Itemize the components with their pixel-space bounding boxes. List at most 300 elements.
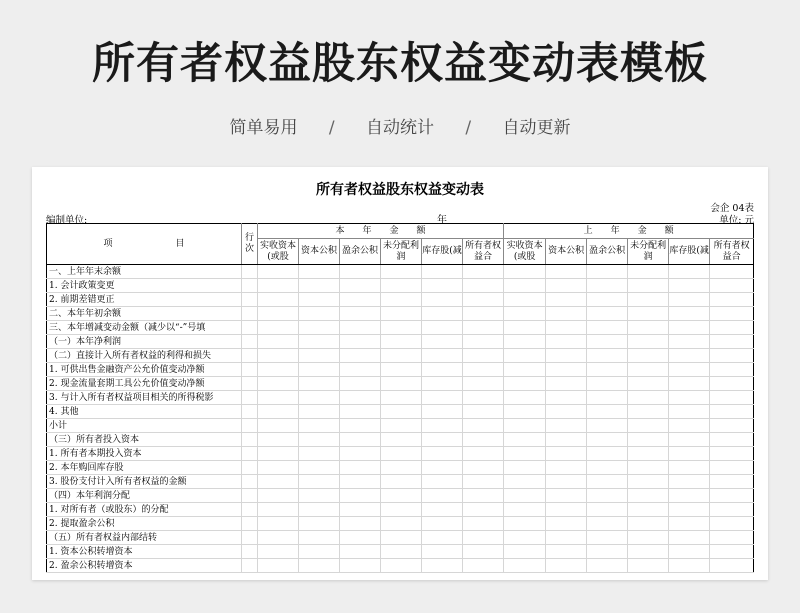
row-number-cell[interactable] [242, 377, 258, 391]
amount-cell[interactable] [463, 321, 504, 335]
amount-cell[interactable] [710, 293, 754, 307]
amount-cell[interactable] [463, 349, 504, 363]
amount-cell[interactable] [628, 335, 669, 349]
amount-cell[interactable] [299, 377, 340, 391]
amount-cell[interactable] [299, 349, 340, 363]
amount-cell[interactable] [340, 419, 381, 433]
amount-cell[interactable] [422, 419, 463, 433]
amount-cell[interactable] [504, 293, 546, 307]
amount-cell[interactable] [587, 377, 628, 391]
table-row [47, 503, 754, 517]
amount-cell[interactable] [628, 559, 669, 573]
amount-cell[interactable] [463, 503, 504, 517]
amount-cell[interactable] [422, 447, 463, 461]
amount-cell[interactable] [422, 265, 463, 279]
amount-cell[interactable] [340, 559, 381, 573]
amount-cell[interactable] [504, 489, 546, 503]
amount-cell[interactable] [546, 307, 587, 321]
amount-cell[interactable] [546, 419, 587, 433]
amount-cell[interactable] [710, 265, 754, 279]
amount-cell[interactable] [710, 349, 754, 363]
amount-cell[interactable] [299, 321, 340, 335]
amount-cell[interactable] [504, 321, 546, 335]
amount-cell[interactable] [504, 377, 546, 391]
amount-cell[interactable] [340, 461, 381, 475]
amount-cell[interactable] [463, 559, 504, 573]
amount-cell[interactable] [463, 475, 504, 489]
amount-cell[interactable] [381, 545, 422, 559]
amount-cell[interactable] [381, 461, 422, 475]
amount-cell[interactable] [628, 433, 669, 447]
amount-cell[interactable] [422, 489, 463, 503]
amount-cell[interactable] [546, 377, 587, 391]
amount-cell[interactable] [381, 335, 422, 349]
row-number-cell[interactable] [242, 419, 258, 433]
amount-cell[interactable] [669, 335, 710, 349]
amount-cell[interactable] [504, 475, 546, 489]
current-column-header: 盈余公积 [340, 239, 381, 265]
amount-cell[interactable] [669, 265, 710, 279]
amount-cell[interactable] [587, 517, 628, 531]
amount-cell[interactable] [299, 279, 340, 293]
row-number-cell[interactable] [242, 279, 258, 293]
amount-cell[interactable] [381, 377, 422, 391]
amount-cell[interactable] [546, 405, 587, 419]
row-number-cell[interactable] [242, 363, 258, 377]
amount-cell[interactable] [628, 279, 669, 293]
row-number-cell[interactable] [242, 489, 258, 503]
amount-cell[interactable] [463, 279, 504, 293]
amount-cell[interactable] [669, 363, 710, 377]
row-item-label: 1. 所有者本期投入资本 [47, 447, 242, 461]
amount-cell[interactable] [299, 419, 340, 433]
amount-cell[interactable] [258, 335, 299, 349]
amount-cell[interactable] [504, 307, 546, 321]
amount-cell[interactable] [504, 391, 546, 405]
amount-cell[interactable] [258, 475, 299, 489]
amount-cell[interactable] [710, 559, 754, 573]
amount-cell[interactable] [710, 447, 754, 461]
amount-cell[interactable] [340, 447, 381, 461]
amount-cell[interactable] [258, 265, 299, 279]
amount-cell[interactable] [299, 307, 340, 321]
amount-cell[interactable] [628, 447, 669, 461]
row-item-label: 2. 提取盈余公积 [47, 517, 242, 531]
amount-cell[interactable] [258, 419, 299, 433]
amount-cell[interactable] [258, 545, 299, 559]
amount-cell[interactable] [710, 461, 754, 475]
amount-cell[interactable] [422, 461, 463, 475]
amount-cell[interactable] [504, 531, 546, 545]
amount-cell[interactable] [546, 559, 587, 573]
amount-cell[interactable] [299, 363, 340, 377]
table-row [47, 307, 754, 321]
amount-cell[interactable] [710, 503, 754, 517]
amount-cell[interactable] [546, 363, 587, 377]
amount-cell[interactable] [422, 307, 463, 321]
amount-cell[interactable] [340, 517, 381, 531]
amount-cell[interactable] [422, 531, 463, 545]
amount-cell[interactable] [587, 349, 628, 363]
amount-cell[interactable] [340, 377, 381, 391]
amount-cell[interactable] [299, 405, 340, 419]
amount-cell[interactable] [340, 489, 381, 503]
amount-cell[interactable] [669, 349, 710, 363]
amount-cell[interactable] [587, 307, 628, 321]
row-number-cell[interactable] [242, 335, 258, 349]
amount-cell[interactable] [258, 461, 299, 475]
amount-cell[interactable] [628, 321, 669, 335]
amount-cell[interactable] [504, 461, 546, 475]
amount-cell[interactable] [340, 503, 381, 517]
amount-cell[interactable] [628, 307, 669, 321]
amount-cell[interactable] [258, 489, 299, 503]
amount-cell[interactable] [463, 391, 504, 405]
amount-cell[interactable] [710, 419, 754, 433]
amount-cell[interactable] [587, 433, 628, 447]
row-number-cell[interactable] [242, 545, 258, 559]
amount-cell[interactable] [299, 461, 340, 475]
amount-cell[interactable] [463, 363, 504, 377]
amount-cell[interactable] [628, 531, 669, 545]
amount-cell[interactable] [504, 559, 546, 573]
row-number-cell[interactable] [242, 475, 258, 489]
amount-cell[interactable] [587, 545, 628, 559]
amount-cell[interactable] [587, 475, 628, 489]
amount-cell[interactable] [710, 531, 754, 545]
amount-cell[interactable] [504, 419, 546, 433]
amount-cell[interactable] [422, 293, 463, 307]
amount-cell[interactable] [587, 405, 628, 419]
amount-cell[interactable] [504, 363, 546, 377]
amount-cell[interactable] [587, 321, 628, 335]
amount-cell[interactable] [463, 433, 504, 447]
amount-cell[interactable] [340, 545, 381, 559]
amount-cell[interactable] [258, 391, 299, 405]
amount-cell[interactable] [546, 433, 587, 447]
amount-cell[interactable] [546, 349, 587, 363]
amount-cell[interactable] [463, 265, 504, 279]
row-number-cell[interactable] [242, 307, 258, 321]
amount-cell[interactable] [628, 503, 669, 517]
amount-cell[interactable] [587, 279, 628, 293]
amount-cell[interactable] [422, 349, 463, 363]
table-row [47, 293, 754, 307]
row-number-cell[interactable] [242, 265, 258, 279]
amount-cell[interactable] [504, 405, 546, 419]
amount-cell[interactable] [546, 503, 587, 517]
amount-cell[interactable] [710, 363, 754, 377]
amount-cell[interactable] [381, 517, 422, 531]
amount-cell[interactable] [340, 531, 381, 545]
amount-cell[interactable] [710, 405, 754, 419]
amount-cell[interactable] [340, 335, 381, 349]
amount-cell[interactable] [381, 419, 422, 433]
row-item-label: 1. 对所有者（或股东）的分配 [47, 503, 242, 517]
amount-cell[interactable] [299, 503, 340, 517]
amount-cell[interactable] [299, 391, 340, 405]
row-number-cell[interactable] [242, 447, 258, 461]
amount-cell[interactable] [463, 419, 504, 433]
amount-cell[interactable] [422, 545, 463, 559]
amount-cell[interactable] [710, 377, 754, 391]
amount-cell[interactable] [628, 461, 669, 475]
amount-cell[interactable] [546, 293, 587, 307]
amount-cell[interactable] [258, 559, 299, 573]
amount-cell[interactable] [299, 517, 340, 531]
amount-cell[interactable] [628, 545, 669, 559]
amount-cell[interactable] [463, 447, 504, 461]
row-number-cell[interactable] [242, 391, 258, 405]
amount-cell[interactable] [587, 335, 628, 349]
amount-cell[interactable] [546, 489, 587, 503]
amount-cell[interactable] [299, 531, 340, 545]
amount-cell[interactable] [463, 405, 504, 419]
amount-cell[interactable] [258, 363, 299, 377]
amount-cell[interactable] [340, 349, 381, 363]
amount-cell[interactable] [381, 265, 422, 279]
amount-cell[interactable] [422, 391, 463, 405]
amount-cell[interactable] [463, 531, 504, 545]
amount-cell[interactable] [422, 517, 463, 531]
amount-cell[interactable] [381, 405, 422, 419]
amount-cell[interactable] [504, 433, 546, 447]
amount-cell[interactable] [463, 307, 504, 321]
amount-cell[interactable] [710, 545, 754, 559]
amount-cell[interactable] [258, 293, 299, 307]
amount-cell[interactable] [381, 307, 422, 321]
amount-cell[interactable] [669, 433, 710, 447]
amount-cell[interactable] [669, 279, 710, 293]
amount-cell[interactable] [381, 489, 422, 503]
amount-cell[interactable] [422, 363, 463, 377]
row-number-cell[interactable] [242, 503, 258, 517]
amount-cell[interactable] [669, 489, 710, 503]
amount-cell[interactable] [628, 419, 669, 433]
amount-cell[interactable] [546, 321, 587, 335]
amount-cell[interactable] [422, 559, 463, 573]
amount-cell[interactable] [546, 531, 587, 545]
table-row [47, 517, 754, 531]
amount-cell[interactable] [587, 447, 628, 461]
amount-cell[interactable] [258, 433, 299, 447]
amount-cell[interactable] [258, 377, 299, 391]
amount-cell[interactable] [258, 349, 299, 363]
amount-cell[interactable] [340, 307, 381, 321]
amount-cell[interactable] [587, 391, 628, 405]
amount-cell[interactable] [422, 377, 463, 391]
amount-cell[interactable] [463, 461, 504, 475]
row-number-cell[interactable] [242, 405, 258, 419]
amount-cell[interactable] [299, 475, 340, 489]
amount-cell[interactable] [628, 391, 669, 405]
row-number-cell[interactable] [242, 517, 258, 531]
amount-cell[interactable] [710, 335, 754, 349]
amount-cell[interactable] [504, 279, 546, 293]
row-number-cell[interactable] [242, 321, 258, 335]
amount-cell[interactable] [422, 475, 463, 489]
amount-cell[interactable] [340, 475, 381, 489]
amount-cell[interactable] [587, 419, 628, 433]
amount-cell[interactable] [422, 433, 463, 447]
amount-cell[interactable] [587, 461, 628, 475]
amount-cell[interactable] [463, 377, 504, 391]
amount-cell[interactable] [628, 489, 669, 503]
amount-cell[interactable] [628, 349, 669, 363]
amount-cell[interactable] [463, 293, 504, 307]
amount-cell[interactable] [340, 279, 381, 293]
amount-cell[interactable] [669, 545, 710, 559]
amount-cell[interactable] [669, 419, 710, 433]
amount-cell[interactable] [258, 279, 299, 293]
amount-cell[interactable] [546, 335, 587, 349]
amount-cell[interactable] [546, 279, 587, 293]
amount-cell[interactable] [463, 517, 504, 531]
amount-cell[interactable] [669, 461, 710, 475]
amount-cell[interactable] [504, 545, 546, 559]
amount-cell[interactable] [669, 475, 710, 489]
amount-cell[interactable] [669, 447, 710, 461]
amount-cell[interactable] [587, 503, 628, 517]
amount-cell[interactable] [504, 517, 546, 531]
row-number-cell[interactable] [242, 531, 258, 545]
row-number-cell[interactable] [242, 433, 258, 447]
amount-cell[interactable] [340, 293, 381, 307]
amount-cell[interactable] [422, 321, 463, 335]
amount-cell[interactable] [463, 489, 504, 503]
amount-cell[interactable] [628, 265, 669, 279]
amount-cell[interactable] [710, 489, 754, 503]
amount-cell[interactable] [669, 405, 710, 419]
amount-cell[interactable] [381, 349, 422, 363]
amount-cell[interactable] [422, 503, 463, 517]
amount-cell[interactable] [710, 391, 754, 405]
amount-cell[interactable] [669, 321, 710, 335]
amount-cell[interactable] [504, 503, 546, 517]
amount-cell[interactable] [381, 279, 422, 293]
amount-cell[interactable] [710, 307, 754, 321]
amount-cell[interactable] [546, 391, 587, 405]
amount-cell[interactable] [258, 405, 299, 419]
amount-cell[interactable] [669, 503, 710, 517]
amount-cell[interactable] [381, 531, 422, 545]
tag-easy: 简单易用 [229, 118, 298, 138]
amount-cell[interactable] [669, 307, 710, 321]
amount-cell[interactable] [710, 279, 754, 293]
amount-cell[interactable] [504, 335, 546, 349]
amount-cell[interactable] [628, 363, 669, 377]
amount-cell[interactable] [546, 475, 587, 489]
amount-cell[interactable] [669, 517, 710, 531]
amount-cell[interactable] [340, 433, 381, 447]
amount-cell[interactable] [669, 559, 710, 573]
amount-cell[interactable] [504, 349, 546, 363]
amount-cell[interactable] [299, 489, 340, 503]
amount-cell[interactable] [258, 531, 299, 545]
amount-cell[interactable] [628, 475, 669, 489]
amount-cell[interactable] [587, 489, 628, 503]
amount-cell[interactable] [546, 461, 587, 475]
amount-cell[interactable] [340, 265, 381, 279]
amount-cell[interactable] [628, 293, 669, 307]
amount-cell[interactable] [258, 321, 299, 335]
row-number-cell[interactable] [242, 559, 258, 573]
amount-cell[interactable] [587, 559, 628, 573]
amount-cell[interactable] [381, 503, 422, 517]
amount-cell[interactable] [628, 405, 669, 419]
amount-cell[interactable] [299, 545, 340, 559]
amount-cell[interactable] [710, 517, 754, 531]
amount-cell[interactable] [504, 447, 546, 461]
amount-cell[interactable] [628, 377, 669, 391]
amount-cell[interactable] [299, 447, 340, 461]
row-number-cell[interactable] [242, 349, 258, 363]
previous-column-header: 盈余公积 [587, 239, 628, 265]
table-row [47, 461, 754, 475]
amount-cell[interactable] [587, 293, 628, 307]
amount-cell[interactable] [381, 559, 422, 573]
amount-cell[interactable] [710, 433, 754, 447]
amount-cell[interactable] [258, 503, 299, 517]
table-row [47, 559, 754, 573]
amount-cell[interactable] [546, 517, 587, 531]
amount-cell[interactable] [546, 447, 587, 461]
amount-cell[interactable] [258, 447, 299, 461]
amount-cell[interactable] [299, 335, 340, 349]
amount-cell[interactable] [422, 335, 463, 349]
amount-cell[interactable] [381, 391, 422, 405]
amount-cell[interactable] [546, 265, 587, 279]
amount-cell[interactable] [299, 293, 340, 307]
amount-cell[interactable] [710, 475, 754, 489]
amount-cell[interactable] [463, 545, 504, 559]
amount-cell[interactable] [669, 377, 710, 391]
amount-cell[interactable] [258, 517, 299, 531]
amount-cell[interactable] [669, 531, 710, 545]
amount-cell[interactable] [669, 391, 710, 405]
amount-cell[interactable] [381, 433, 422, 447]
amount-cell[interactable] [504, 265, 546, 279]
amount-cell[interactable] [669, 293, 710, 307]
amount-cell[interactable] [422, 279, 463, 293]
amount-cell[interactable] [463, 335, 504, 349]
amount-cell[interactable] [381, 447, 422, 461]
amount-cell[interactable] [422, 405, 463, 419]
amount-cell[interactable] [299, 433, 340, 447]
amount-cell[interactable] [381, 475, 422, 489]
amount-cell[interactable] [299, 265, 340, 279]
document-title: 所有者权益股东权益变动表 [316, 182, 484, 198]
amount-cell[interactable] [340, 405, 381, 419]
amount-cell[interactable] [628, 517, 669, 531]
row-number-cell[interactable] [242, 293, 258, 307]
amount-cell[interactable] [340, 391, 381, 405]
amount-cell[interactable] [381, 321, 422, 335]
row-number-cell[interactable] [242, 461, 258, 475]
amount-cell[interactable] [340, 321, 381, 335]
amount-cell[interactable] [710, 321, 754, 335]
amount-cell[interactable] [587, 363, 628, 377]
amount-cell[interactable] [299, 559, 340, 573]
amount-cell[interactable] [381, 363, 422, 377]
amount-cell[interactable] [587, 531, 628, 545]
amount-cell[interactable] [340, 363, 381, 377]
amount-cell[interactable] [258, 307, 299, 321]
amount-cell[interactable] [381, 293, 422, 307]
amount-cell[interactable] [546, 545, 587, 559]
previous-column-header: 未分配利润 [628, 239, 669, 265]
amount-cell[interactable] [587, 265, 628, 279]
